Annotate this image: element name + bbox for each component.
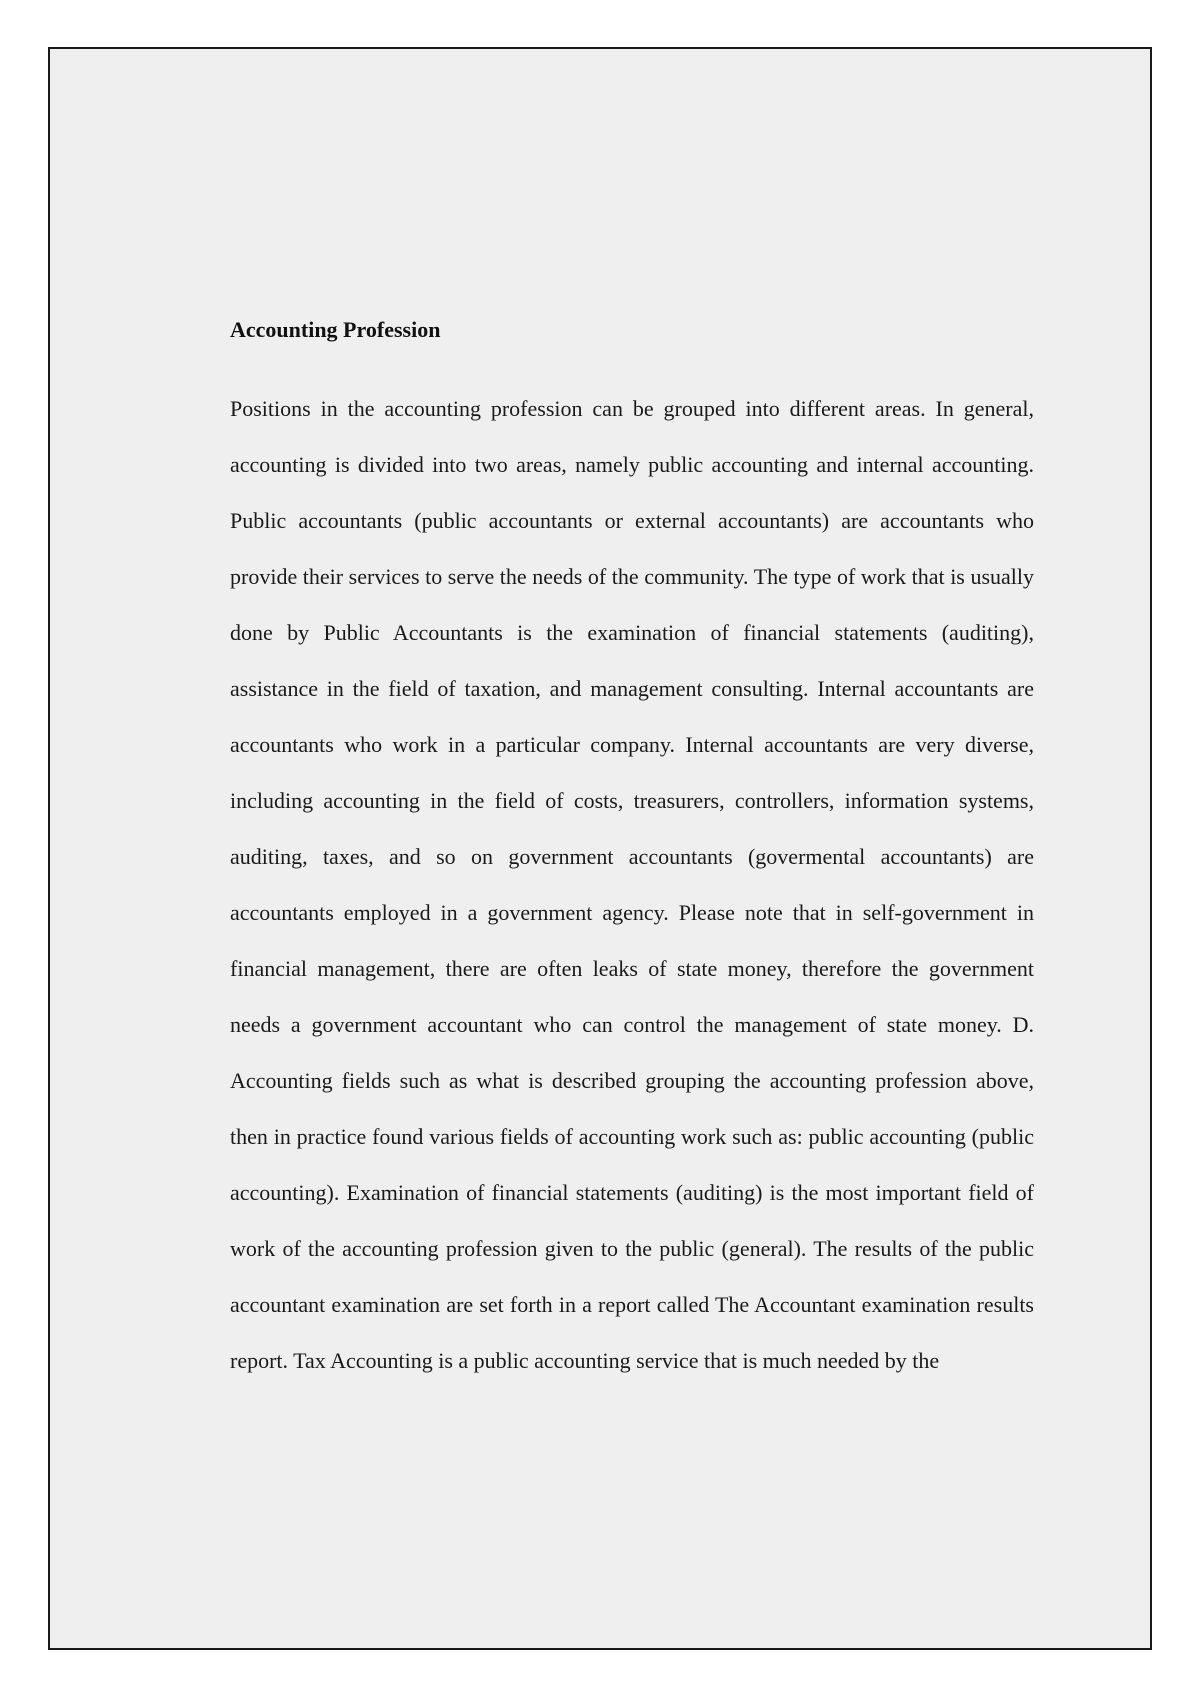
page-content	[230, 315, 1034, 1389]
document-title: Accounting Profession	[230, 317, 441, 342]
document-page	[48, 47, 1152, 1650]
document-body-paragraph: Positions in the accounting profession can be grouped into different areas. In general, accounting is divided into two areas, namely public accounting and internal accounting. Public accountants (public accountants or external accountants) are accountants who provide their services to serve the needs of the community. The type of work that is usually done by Public Accountants is the examination of financial statements (auditing), assistance in the field of taxation, and management consulting. Internal accountants are accountants who work in a particular company. Internal accountants are very diverse, including accounting in the field of costs, treasurers, controllers, information systems, auditing, taxes, and so on government accountants (govermental accountants) are accountants employed in a government agency. Please note that in self-government in financial management, there are often leaks of state money, therefore the government needs a government accountant who can control the management of state money. D. Accounting fields such as what is described grouping the accounting profession above, then in practice found various fields of accounting work such as: public accounting (public accounting). Examination of financial statements (auditing) is the most important field of work of the accounting profession given to the public (general). The results of the public accountant examination are set forth in a report called The Accountant examination results report. Tax Accounting is a public accounting service that is much needed by the	[230, 396, 1034, 1373]
